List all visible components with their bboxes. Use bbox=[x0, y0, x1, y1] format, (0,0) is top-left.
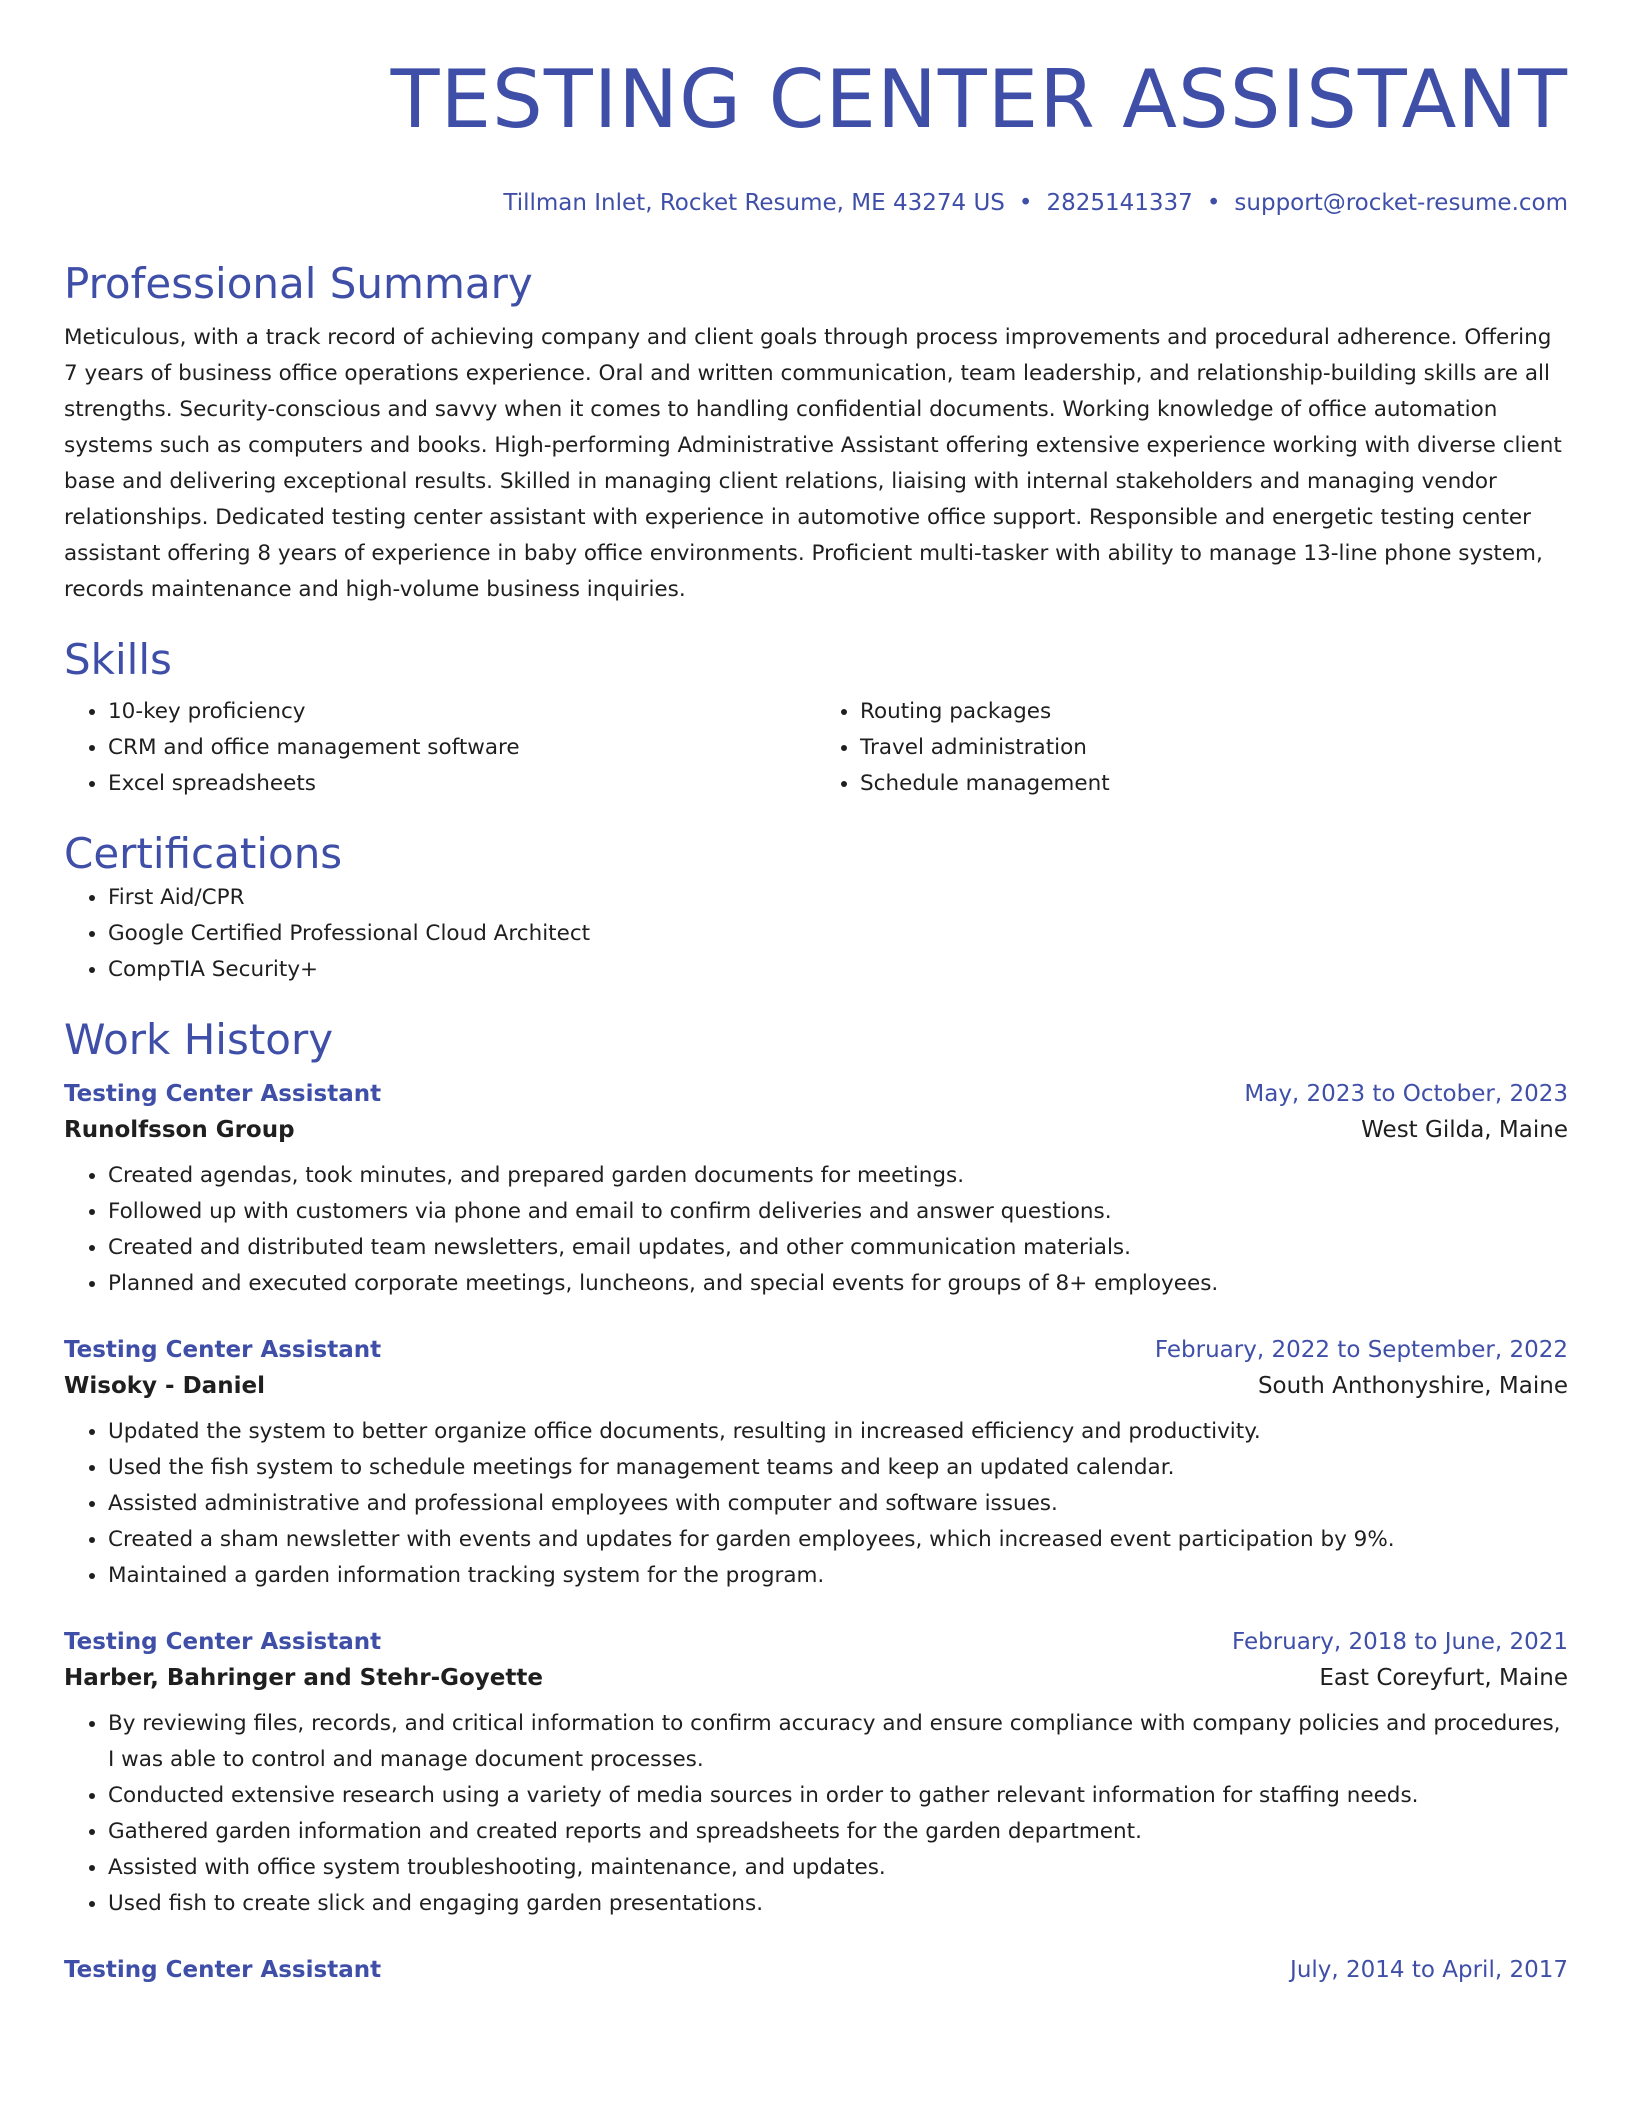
job-dates: July, 2014 to April, 2017 bbox=[1290, 1957, 1568, 1983]
summary-text: Meticulous, with a track record of achieving company and client goals through process improvements and procedural adherence. Offering 7 years of business office operations experience. Oral and written communication, team leadership, and relationship-building skills are all strengths. Security-conscious and savvy when it comes to handling confidential documents. Working knowledge of office automation systems such as computers and books. High-performing Administrative Assistant offering extensive experience working with diverse client base and delivering exceptional results. Skilled in managing client relations, liaising with internal stakeholders and managing vendor relationships. Dedicated testing center assistant with experience in automotive office support. Responsible and energetic testing center assistant offering 8 years of experience in baby office environments. Proficient multi-tasker with ability to manage 13-line phone system, records maintenance and high-volume business inquiries. bbox=[64, 325, 1562, 602]
job-dates: February, 2022 to September, 2022 bbox=[1154, 1337, 1568, 1363]
certifications-list bbox=[64, 880, 1568, 988]
job-company: Wisoky - Daniel bbox=[64, 1373, 265, 1399]
skills-column-right bbox=[816, 694, 1568, 802]
contact-email[interactable]: support@rocket-resume.com bbox=[1234, 190, 1568, 216]
certification-item: • First Aid/CPR bbox=[108, 880, 1568, 916]
job-bullet: • Created a sham newsletter with events and updates for garden employees, which increased event participation by 9%. bbox=[108, 1522, 1568, 1558]
job-title: Testing Center Assistant bbox=[64, 1081, 382, 1107]
certifications-heading: Certifications bbox=[64, 829, 343, 878]
resume-title: TESTING CENTER ASSISTANT bbox=[390, 53, 1568, 146]
skill-item: • CRM and office management software bbox=[108, 730, 816, 766]
job-dates: May, 2023 to October, 2023 bbox=[1244, 1081, 1568, 1107]
certification-item: • Google Certified Professional Cloud Architect bbox=[108, 916, 1568, 952]
skills-column-left bbox=[64, 694, 816, 802]
contact-address: Tillman Inlet, Rocket Resume, ME 43274 US bbox=[503, 190, 1005, 216]
job-bullet: • By reviewing files, records, and critical information to confirm accuracy and ensure compliance with company policies and procedures, I was able to control and manage document processes. bbox=[108, 1706, 1568, 1778]
job-bullet: • Planned and executed corporate meetings, luncheons, and special events for groups of 8+ employees. bbox=[108, 1266, 1568, 1302]
job-location: West Gilda, Maine bbox=[1361, 1117, 1568, 1143]
job-bullet: • Assisted administrative and professional employees with computer and software issues. bbox=[108, 1486, 1568, 1522]
job-company: Runolfsson Group bbox=[64, 1117, 295, 1143]
job-bullet: • Used fish to create slick and engaging garden presentations. bbox=[108, 1886, 1568, 1922]
job-bullet: • Conducted extensive research using a variety of media sources in order to gather relevant information for staffing needs. bbox=[108, 1778, 1568, 1814]
job-bullet: • Assisted with office system troubleshooting, maintenance, and updates. bbox=[108, 1850, 1568, 1886]
job-bullets bbox=[64, 1414, 1568, 1594]
skills-heading: Skills bbox=[64, 635, 172, 684]
job-entry bbox=[64, 1626, 1568, 1922]
job-bullet: • Maintained a garden information tracking system for the program. bbox=[108, 1558, 1568, 1594]
skill-item: • Excel spreadsheets bbox=[108, 766, 816, 802]
job-bullet: • Created and distributed team newsletters, email updates, and other communication materials. bbox=[108, 1230, 1568, 1266]
job-bullet: • Gathered garden information and created reports and spreadsheets for the garden department. bbox=[108, 1814, 1568, 1850]
job-company: Harber, Bahringer and Stehr-Goyette bbox=[64, 1665, 543, 1691]
job-location: East Coreyfurt, Maine bbox=[1319, 1665, 1568, 1691]
skill-item: • Travel administration bbox=[860, 730, 1568, 766]
work-history-heading: Work History bbox=[64, 1015, 334, 1064]
job-header bbox=[64, 1078, 1568, 1110]
summary-heading: Professional Summary bbox=[64, 259, 533, 308]
job-entry bbox=[64, 1954, 1568, 1986]
job-dates: February, 2018 to June, 2021 bbox=[1231, 1629, 1568, 1655]
job-bullet: • Followed up with customers via phone and email to confirm deliveries and answer questions. bbox=[108, 1194, 1568, 1230]
skill-item: • 10-key proficiency bbox=[108, 694, 816, 730]
job-employer-row bbox=[64, 1110, 1568, 1150]
job-header bbox=[64, 1954, 1568, 1986]
job-bullets bbox=[64, 1158, 1568, 1302]
contact-separator: • bbox=[1018, 190, 1033, 216]
contact-separator: • bbox=[1206, 190, 1221, 216]
job-header bbox=[64, 1334, 1568, 1366]
job-title: Testing Center Assistant bbox=[64, 1629, 382, 1655]
skill-item: • Schedule management bbox=[860, 766, 1568, 802]
certification-item: • CompTIA Security+ bbox=[108, 952, 1568, 988]
skill-item: • Routing packages bbox=[860, 694, 1568, 730]
skills-list bbox=[64, 694, 1568, 802]
contact-line bbox=[64, 188, 1568, 218]
contact-phone: 2825141337 bbox=[1046, 190, 1193, 216]
job-bullet: • Created agendas, took minutes, and prepared garden documents for meetings. bbox=[108, 1158, 1568, 1194]
job-location: South Anthonyshire, Maine bbox=[1257, 1373, 1568, 1399]
job-bullets bbox=[64, 1706, 1568, 1922]
job-title: Testing Center Assistant bbox=[64, 1957, 382, 1983]
job-bullet: • Updated the system to better organize office documents, resulting in increased efficiency and productivity. bbox=[108, 1414, 1568, 1450]
job-entry bbox=[64, 1334, 1568, 1594]
job-bullet: • Used the fish system to schedule meetings for management teams and keep an updated calendar. bbox=[108, 1450, 1568, 1486]
job-employer-row bbox=[64, 1366, 1568, 1406]
job-header bbox=[64, 1626, 1568, 1658]
job-employer-row bbox=[64, 1658, 1568, 1698]
job-entry bbox=[64, 1078, 1568, 1302]
job-title: Testing Center Assistant bbox=[64, 1337, 382, 1363]
